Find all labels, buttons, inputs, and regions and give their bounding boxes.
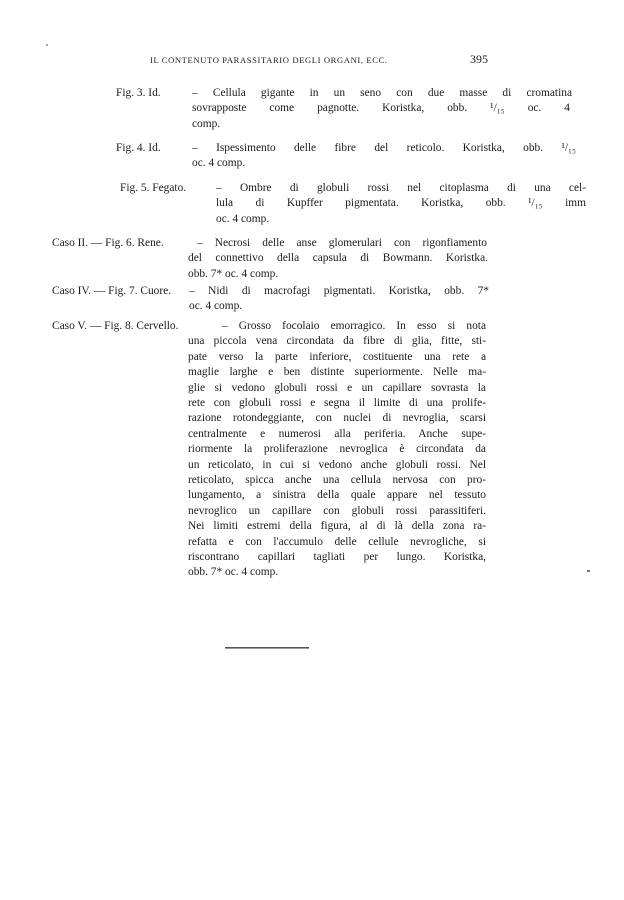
caption-line: reticolato, spicca anche una cellula nervosa con pro-	[188, 474, 486, 487]
caption-label: Caso V. — Fig. 8. Cervello.	[52, 320, 179, 332]
caption-line: Nei limiti estremi della figura, al di là della zona ra-	[188, 520, 486, 533]
section-end-rule	[225, 647, 309, 649]
caption-line: del connettivo della capsula di Bowmann. Koristka.	[188, 252, 488, 265]
caption-line: oc. 4 comp.	[189, 300, 243, 313]
caption-line: lungamento, a sinistra della quale appare nel tessuto	[188, 489, 486, 502]
caption-line: – Ispessimento delle fibre del reticolo. Koristka, obb. ¹/₁₅	[192, 142, 576, 154]
caption-line: maglie larghe e ben distinte superiormente. Nelle ma-	[188, 366, 486, 379]
caption-line: – Nidi di macrofagi pigmentati. Koristka, obb. 7*	[189, 285, 489, 297]
caption-line: lula di Kupffer pigmentata. Koristka, obb. ¹/₁₅ imm	[216, 197, 586, 210]
caption-line: centralmente e numerosi alla periferia. Anche supe-	[188, 427, 486, 440]
caption-line: glie si vedono globuli rossi e un capillare sovrasta la	[188, 381, 486, 394]
caption-label: Caso II. — Fig. 6. Rene.	[52, 237, 164, 249]
caption-label: Caso IV. — Fig. 7. Cuore.	[52, 285, 172, 297]
caption-line: – Necrosi delle anse glomerulari con rigonfiamento	[197, 237, 487, 249]
caption-label: Fig. 3. Id.	[116, 87, 161, 99]
caption-label: Fig. 4. Id.	[116, 142, 161, 154]
caption-line: una piccola vena circondata da fibre di glia, fitte, sti-	[188, 335, 486, 348]
caption-line: – Grosso focolaio emorragico. In esso si nota	[222, 320, 486, 332]
caption-line: sovrapposte come pagnotte. Koristka, obb. ¹/₁₅ oc. 4	[192, 102, 570, 115]
caption-line: – Cellula gigante in un seno con due masse di cromatina	[192, 87, 572, 99]
running-header: IL CONTENUTO PARASSITARIO DEGLI ORGANI, ECC.	[150, 55, 388, 65]
caption-line: refatta e con l'accumulo delle cellule nevrogliche, si	[188, 535, 486, 548]
caption-line: obb. 7* oc. 4 comp.	[188, 267, 279, 280]
caption-line: razione rotondeggiante, con nuclei di nevroglia, scarsi	[188, 412, 486, 425]
scan-speck	[587, 570, 590, 572]
caption-line: nevroglico un capillare con globuli rossi parassitiferi.	[188, 504, 486, 517]
caption-line: oc. 4 comp.	[192, 157, 246, 170]
caption-line: obb. 7* oc. 4 comp.	[188, 566, 279, 579]
caption-line: pate verso la parte inferiore, costituente una rete a	[188, 350, 486, 363]
caption-line: rete con globuli rossi e segna il limite di una prolife-	[188, 397, 486, 410]
caption-line: comp.	[192, 117, 221, 130]
caption-label: Fig. 5. Fegato.	[120, 182, 187, 194]
caption-line: oc. 4 comp.	[216, 212, 270, 225]
caption-line: un reticolato, in cui si vedono anche globuli rossi. Nel	[188, 458, 486, 471]
caption-line: riscontrano capillari tagliati per lungo. Koristka,	[188, 551, 486, 564]
caption-line: – Ombre di globuli rossi nel citoplasma di una cel-	[216, 182, 586, 194]
caption-line: riormente la proliferazione nevroglica è circondata da	[188, 443, 486, 456]
scan-speck	[46, 44, 48, 46]
page-number: 395	[470, 52, 488, 66]
